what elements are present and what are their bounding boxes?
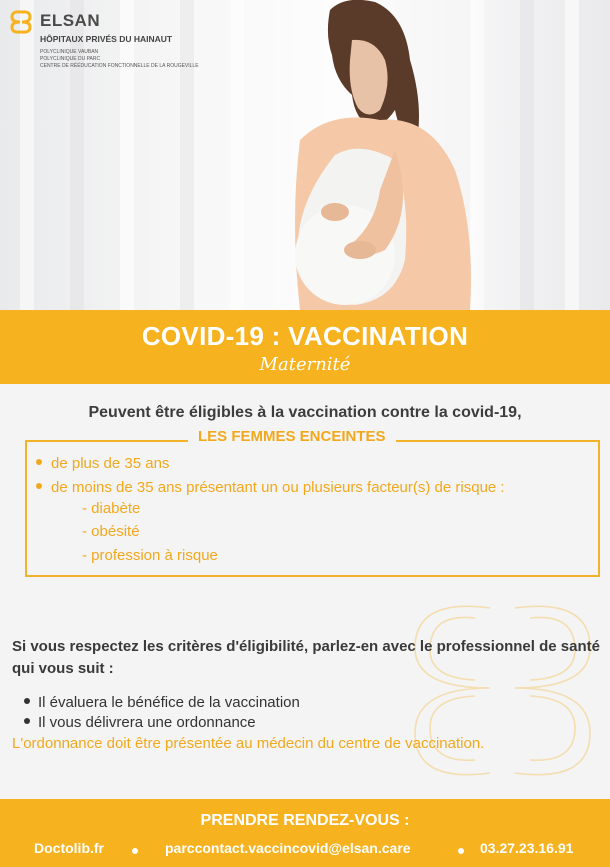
logo-line: POLYCLINIQUE VAUBAN: [40, 49, 99, 55]
bullet-icon: [24, 698, 30, 704]
risk-factor-item: - diabète: [82, 500, 141, 517]
bullet-icon: [36, 459, 42, 465]
logo-brand-name: ELSAN: [40, 11, 101, 30]
logo-lines: [40, 49, 199, 70]
email-link[interactable]: parccontact.vaccincovid@elsan.care: [165, 840, 411, 856]
risk-factor-item: - profession à risque: [82, 547, 218, 564]
advice-text: Si vous respectez les critères d'éligibilité, parlez-en avec le professionnel de santé qui vous suit :: [12, 638, 600, 677]
doctolib-link[interactable]: Doctolib.fr: [34, 840, 104, 856]
eligibility-item: [36, 455, 169, 472]
advice-item-text: Il évaluera le bénéfice de la vaccination: [38, 694, 300, 711]
banner-title: COVID-19 : VACCINATION: [141, 321, 469, 351]
advice-item: [24, 694, 300, 711]
advice-item: [24, 714, 256, 731]
prescription-note: L'ordonnance doit être présentée au médecin du centre de vaccination.: [12, 735, 485, 752]
pregnant-woman-image: [0, 0, 610, 310]
bullet-icon: [24, 718, 30, 724]
logo-line: CENTRE DE RÉÉDUCATION FONCTIONNELLE DE LA ROUGEVILLE: [40, 63, 199, 69]
separator-dot-icon: [132, 848, 138, 854]
eligibility-item-text: de moins de 35 ans présentant un ou plusieurs facteur(s) de risque :: [51, 479, 505, 496]
separator-dot-icon: [458, 848, 464, 854]
footer-title: PRENDRE RENDEZ-VOUS :: [200, 812, 410, 829]
risk-factor-item: - obésité: [82, 523, 140, 540]
logo-subtitle: HÔPITAUX PRIVÉS DU HAINAUT: [40, 34, 173, 44]
eligibility-item: [36, 479, 505, 496]
elsan-watermark-icon: [395, 588, 610, 788]
bullet-icon: [36, 483, 42, 489]
eligibility-heading: Peuvent être éligibles à la vaccination contre la covid-19,: [88, 404, 522, 421]
appointment-footer: [0, 799, 610, 867]
eligibility-item-text: de plus de 35 ans: [51, 455, 170, 472]
advice-item-text: Il vous délivrera une ordonnance: [38, 714, 256, 731]
phone-link[interactable]: 03.27.23.16.91: [480, 840, 574, 856]
elsan-logo-icon: [8, 9, 34, 35]
banner-subtitle: Maternité: [259, 354, 351, 375]
title-banner: [0, 310, 610, 384]
hero-photo: [0, 0, 610, 310]
logo-line: POLYCLINIQUE DU PARC: [40, 56, 101, 62]
eligibility-box-title: LES FEMMES ENCEINTES: [188, 428, 396, 445]
